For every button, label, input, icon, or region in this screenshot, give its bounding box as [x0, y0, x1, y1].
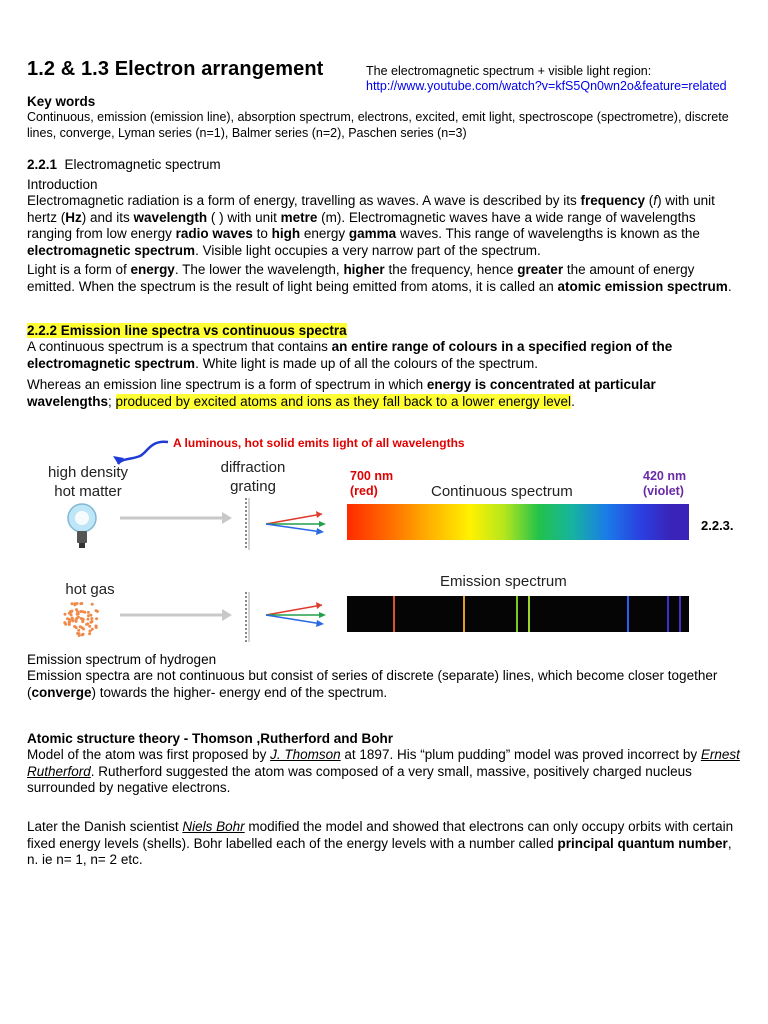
- emission-spectrum-bar: [347, 596, 689, 632]
- continuous-spectrum-label: Continuous spectrum: [431, 483, 573, 500]
- emission-line: [463, 596, 465, 632]
- paragraph-light-energy: Light is a form of energy. The lower the wavelength, higher the frequency, hence greater the amount of energy emitted. When the spectrum is the result of light being emitted from atoms, it is called an atomic emission spectrum.: [27, 262, 732, 294]
- hot-matter-label: high density hot matter: [47, 464, 129, 500]
- hydrogen-heading: Emission spectrum of hydrogen: [27, 652, 217, 667]
- key-words-text: Continuous, emission (emission line), absorption spectrum, electrons, excited, emit light, spectroscope (spectrometre), discrete lines, converge, Lyman series (n=1), Balmer series (n=2), Paschen series (n=3): [27, 110, 729, 140]
- hot-gas-icon: [63, 602, 99, 637]
- light-bulb-icon: [68, 504, 96, 548]
- grating-top-icon: [246, 498, 249, 550]
- section-title: Electromagnetic spectrum: [64, 157, 221, 172]
- annotation-arrow-icon: [118, 442, 168, 464]
- dispersed-rays-bottom-icon: [266, 602, 326, 627]
- paragraph-continuous-spectrum: A continuous spectrum is a spectrum that contains an entire range of colours in a specified region of the electromagnetic spectrum. White light is made up of all the colours of the spectrum.: [27, 339, 673, 371]
- section-221-heading: [27, 157, 221, 172]
- intro-heading: Introduction: [27, 177, 98, 192]
- light-arrow-top-icon: [120, 512, 232, 524]
- paragraph-hydrogen: Emission spectra are not continuous but consist of series of discrete (separate) lines, which become closer together (converge) towards the higher- energy end of the spectrum.: [27, 668, 718, 700]
- grating-bottom-icon: [246, 592, 249, 642]
- section-222-heading: 2.2.2 Emission line spectra vs continuous spectra: [27, 323, 347, 338]
- paragraph-bohr: Later the Danish scientist Niels Bohr modified the model and showed that electrons can only occupy orbits with certain fixed energy levels (shells). Bohr labelled each of the energy levels with a number called principal quantum number, n. ie n= 1, n= 2 etc.: [27, 819, 734, 867]
- emission-line: [627, 596, 629, 632]
- light-arrow-bottom-icon: [120, 609, 232, 621]
- emission-line: [516, 596, 518, 632]
- emission-spectrum-label: Emission spectrum: [440, 573, 567, 590]
- paragraph-em-radiation: Electromagnetic radiation is a form of energy, travelling as waves. A wave is described by its frequency (f) with unit hertz (Hz) and its wavelength ( ) with unit metre (m). Electromagnetic waves have a wide range of wavelengths ranging from low energy radio waves to high energy gamma waves. This range of wavelengths is known as the electromagnetic spectrum. Visible light occupies a very narrow part of the spectrum.: [27, 193, 715, 258]
- atomic-heading: Atomic structure theory - Thomson ,Rutherford and Bohr: [27, 731, 394, 746]
- diagram-annotation: A luminous, hot solid emits light of all wavelengths: [173, 436, 465, 450]
- emission-line: [528, 596, 530, 632]
- section-number: 2.2.1: [27, 157, 58, 172]
- violet-wavelength-label: 420 nm (violet): [643, 469, 687, 498]
- grating-label: diffraction grating: [220, 459, 286, 495]
- hot-gas-label: hot gas: [65, 581, 115, 598]
- emission-line: [667, 596, 669, 632]
- key-words-heading: Key words: [27, 94, 96, 109]
- video-link[interactable]: http://www.youtube.com/watch?v=kfS5Qn0wn2o&feature=related: [366, 79, 727, 93]
- emission-line: [393, 596, 395, 632]
- dispersed-rays-top-icon: [266, 511, 326, 535]
- emission-line: [679, 596, 681, 632]
- figure-ref: 2.2.3.: [701, 518, 734, 533]
- paragraph-emission-line: Whereas an emission line spectrum is a form of spectrum in which energy is concentrated at particular wavelengths; produced by excited atoms and ions as they fall back to a lower energy level.: [27, 377, 656, 409]
- paragraph-thomson: Model of the atom was first proposed by J. Thomson at 1897. His “plum pudding” model was proved incorrect by Ernest Rutherford. Rutherford suggested the atom was composed of a very small, massive, positively charged nucleus surrounded by negative electrons.: [27, 747, 740, 795]
- video-label: The electromagnetic spectrum + visible light region:: [366, 64, 652, 78]
- red-wavelength-label: 700 nm (red): [350, 469, 394, 498]
- page-title: 1.2 & 1.3 Electron arrangement: [27, 58, 324, 80]
- continuous-spectrum-bar: [347, 504, 689, 540]
